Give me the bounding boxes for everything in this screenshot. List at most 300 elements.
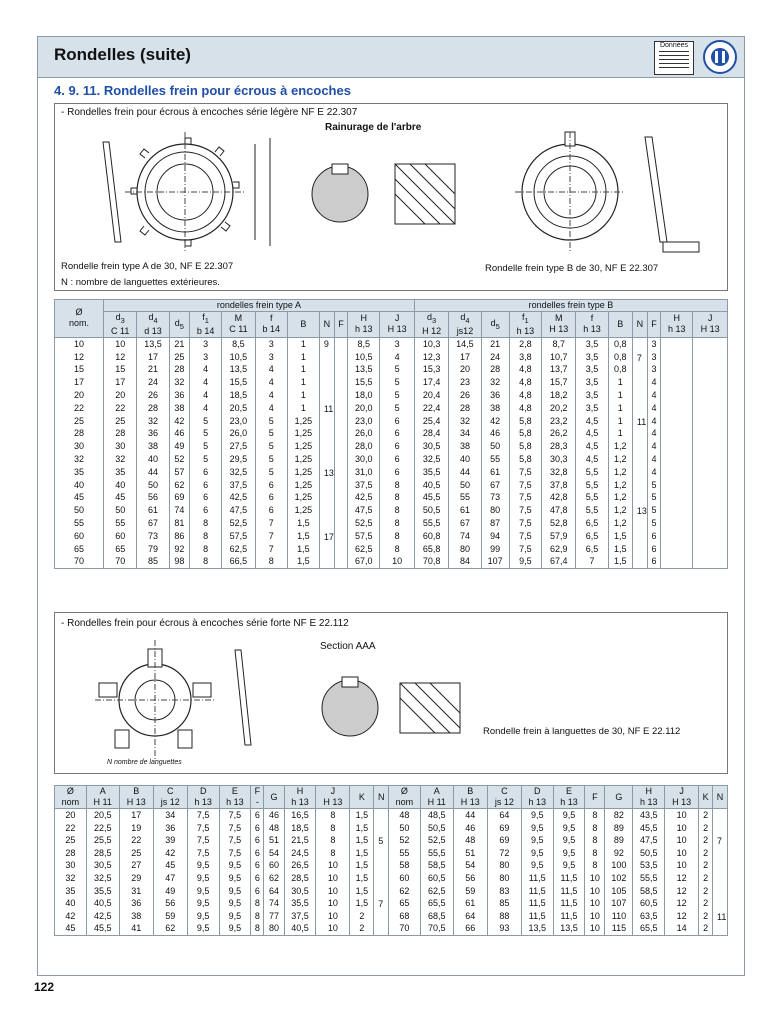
table-cell: 8: [190, 517, 222, 530]
table-cell: 2: [699, 822, 713, 835]
table-cell: [334, 440, 347, 453]
col-header: [284, 786, 316, 809]
table-cell: 56: [453, 872, 487, 885]
table-cell: 5,5: [576, 491, 608, 504]
table-cell: 22: [104, 402, 137, 415]
table-cell: 3,8: [509, 351, 541, 364]
table-cell: 28: [55, 847, 87, 860]
table-cell: 23,0: [348, 415, 380, 428]
table-cell: [661, 530, 693, 543]
table-cell: 10: [665, 822, 699, 835]
col-tolerance: h 13: [583, 324, 601, 335]
table-cell: 30,5: [414, 440, 449, 453]
table-cell: 2: [350, 922, 374, 935]
table-cell: 9,5: [553, 822, 585, 835]
table-cell: 60: [264, 859, 284, 872]
table-cell: 1,5: [350, 872, 374, 885]
col-header: [169, 312, 189, 338]
table-row: [55, 389, 728, 402]
table-cell: [632, 479, 647, 492]
table-cell: [334, 337, 347, 350]
table-cell: 49: [153, 885, 187, 898]
table-cell: [661, 363, 693, 376]
table-cell: 105: [605, 885, 633, 898]
heavy-series-panel: [54, 612, 728, 774]
table-row: [55, 897, 728, 910]
col-tolerance: H 13: [323, 797, 343, 807]
table-cell: 24: [137, 376, 169, 389]
table-cell: 68,5: [420, 910, 453, 923]
table-cell: 65,5: [420, 897, 453, 910]
table-cell: 32,5: [414, 453, 449, 466]
table-cell: 10: [380, 555, 415, 568]
table-cell: [632, 530, 647, 543]
table-cell: [661, 440, 693, 453]
table-cell: 52,5: [420, 834, 453, 847]
table-cell: 10: [316, 897, 350, 910]
table-cell: 61: [481, 466, 509, 479]
table-row: [55, 517, 728, 530]
tongue-count-label: N nombre de languettes: [107, 759, 182, 766]
table-cell: 5: [190, 427, 222, 440]
col-tolerance: H 13: [126, 797, 146, 807]
table-cell: 56: [137, 491, 169, 504]
col-tolerance: h 13: [194, 797, 212, 807]
table-cell: 60: [104, 530, 137, 543]
document-lines-icon: [659, 51, 689, 69]
table-cell: 58: [389, 859, 421, 872]
table-cell: [693, 337, 728, 350]
table-cell: 42: [55, 910, 87, 923]
col-symbol: M: [234, 313, 243, 324]
table-cell: 21: [481, 337, 509, 350]
table-cell: 5: [190, 440, 222, 453]
table-cell: 48: [389, 809, 421, 822]
table-cell: 9,5: [187, 910, 219, 923]
table-cell: 48: [453, 834, 487, 847]
col-header: [348, 312, 380, 338]
table-cell: 6: [190, 479, 222, 492]
table-cell: 25: [119, 847, 153, 860]
table-cell: 1,5: [350, 859, 374, 872]
table-cell: 94: [481, 530, 509, 543]
col-symbol: E: [231, 786, 238, 796]
table-cell: 45: [55, 922, 87, 935]
table-cell: 58,5: [420, 859, 453, 872]
table-cell: 62,5: [348, 543, 380, 556]
merged-n-value: 7: [717, 836, 723, 847]
table-cell: 7: [255, 530, 287, 543]
table-cell: 4: [190, 402, 222, 415]
page-number: 122: [34, 980, 55, 994]
table-cell: 1,25: [287, 453, 319, 466]
col-symbol: d: [427, 312, 433, 322]
table-cell: [334, 504, 347, 517]
header-nom: nom.: [68, 318, 89, 329]
table-cell: 36: [481, 389, 509, 402]
table-cell: [693, 363, 728, 376]
table-cell: [693, 376, 728, 389]
table-cell: 62: [264, 872, 284, 885]
table-cell: 9,5: [187, 872, 219, 885]
table-cell: 70,5: [420, 922, 453, 935]
table-cell: 7,5: [509, 517, 541, 530]
table-cell: 69: [169, 491, 189, 504]
table-cell: 80: [487, 859, 521, 872]
table-cell: 86: [169, 530, 189, 543]
col-header: [608, 312, 632, 338]
table-cell: [661, 351, 693, 364]
col-symbol: N: [716, 791, 724, 802]
table-cell: 9,5: [219, 922, 251, 935]
table-cell: 10: [316, 910, 350, 923]
table-cell: 9,5: [553, 834, 585, 847]
table-cell: 6: [251, 885, 264, 898]
table-cell: 1,2: [608, 440, 632, 453]
table-cell: 73: [137, 530, 169, 543]
table-cell: 61: [449, 504, 481, 517]
table-cell: [334, 427, 347, 440]
table-cell: 44: [449, 466, 481, 479]
table-cell: 32: [55, 872, 87, 885]
table-cell: 36: [137, 427, 169, 440]
table-cell: 70: [389, 922, 421, 935]
table-cell: [661, 517, 693, 530]
table-cell: 7,5: [219, 822, 251, 835]
col-symbol: M: [554, 313, 563, 324]
table-cell: 62,5: [420, 885, 453, 898]
col-header: [222, 312, 255, 338]
table-cell: 32,5: [222, 466, 255, 479]
table-cell: 4: [647, 376, 660, 389]
table-cell: 40,5: [284, 922, 316, 935]
col-symbol: J: [330, 786, 336, 796]
table-cell: 46: [481, 427, 509, 440]
table-cell: 1,5: [287, 530, 319, 543]
table-cell: 1: [608, 427, 632, 440]
table-cell: 12: [665, 872, 699, 885]
table-cell: [693, 453, 728, 466]
table-cell: 6: [190, 504, 222, 517]
table-cell: 1,25: [287, 479, 319, 492]
table-cell: 35,5: [414, 466, 449, 479]
col-header: [86, 786, 119, 809]
table-cell: 10: [585, 910, 605, 923]
washer-type-b-drawing: [495, 122, 715, 262]
table-cell: 25: [55, 834, 87, 847]
table-cell: 42,5: [222, 491, 255, 504]
col-header: [420, 786, 453, 809]
washer-type-a-drawing: [85, 122, 285, 262]
table-cell: [319, 453, 334, 466]
table-cell: 8: [255, 555, 287, 568]
col-tolerance: d 13: [144, 325, 162, 336]
group-header-type-b: rondelles frein type B: [414, 300, 727, 312]
table-cell: 9,5: [219, 859, 251, 872]
table-cell: 92: [169, 543, 189, 556]
table-cell: 35: [55, 466, 104, 479]
table-cell: 9,5: [521, 859, 553, 872]
table-cell: 50: [481, 440, 509, 453]
table-cell: 21,5: [284, 834, 316, 847]
table-cell: 1,25: [287, 427, 319, 440]
table-cell: [693, 504, 728, 517]
table-cell: 53,5: [633, 859, 665, 872]
table-cell: [319, 440, 334, 453]
table-cell: 14,5: [449, 337, 481, 350]
table-cell: 5: [255, 427, 287, 440]
col-header: [453, 786, 487, 809]
table-cell: 45,5: [86, 922, 119, 935]
table-cell: 28,3: [541, 440, 576, 453]
page-frame: [37, 36, 745, 976]
col-tolerance: H 13: [700, 324, 720, 335]
table-cell: 4,5: [576, 415, 608, 428]
col-subscript: 4: [153, 315, 158, 325]
table-cell: 4: [647, 440, 660, 453]
table-cell: 16,5: [284, 809, 316, 822]
table-cell: 8: [380, 517, 415, 530]
col-symbol: f: [269, 313, 273, 324]
table-row: [55, 402, 728, 415]
table-cell: [632, 555, 647, 568]
table-cell: 4: [380, 351, 415, 364]
table-cell: 13,7: [541, 363, 576, 376]
table-cell: [319, 363, 334, 376]
col-symbol: J: [394, 313, 400, 324]
table-cell: 28: [481, 363, 509, 376]
table-cell: [334, 491, 347, 504]
table-cell: [661, 466, 693, 479]
col-subscript: 5: [495, 321, 500, 331]
table-cell: 79: [137, 543, 169, 556]
table-cell: 5: [647, 491, 660, 504]
table-cell: 6,5: [576, 530, 608, 543]
col-tolerance: H 12: [422, 325, 442, 336]
table-cell: 3,5: [576, 337, 608, 350]
table-cell: 65,5: [633, 922, 665, 935]
col-header: [137, 312, 169, 338]
table-cell: 22,5: [86, 822, 119, 835]
table-cell: 0,8: [608, 363, 632, 376]
table-cell: 65: [104, 543, 137, 556]
table-cell: 45,5: [633, 822, 665, 835]
table-cell: 7,5: [219, 809, 251, 822]
table-cell: 28: [104, 427, 137, 440]
table-cell: 2: [699, 897, 713, 910]
col-header: [251, 786, 264, 809]
table-cell: 52: [389, 834, 421, 847]
col-symbol: B: [467, 786, 474, 796]
table-cell: 46: [264, 809, 284, 822]
table-cell: 7: [255, 543, 287, 556]
table-cell: 100: [605, 859, 633, 872]
table-cell: 89: [605, 822, 633, 835]
table-cell: 5: [380, 363, 415, 376]
table-cell: 25: [55, 415, 104, 428]
table-cell: 62,9: [541, 543, 576, 556]
table-cell: 32: [449, 415, 481, 428]
table-cell: [632, 517, 647, 530]
table-cell: [693, 440, 728, 453]
table-cell: [374, 847, 389, 860]
table-cell: 72: [487, 847, 521, 860]
table-cell: 54: [453, 859, 487, 872]
table-cell: 8: [585, 834, 605, 847]
table-cell: 107: [605, 897, 633, 910]
col-header: [287, 312, 319, 338]
type-a-caption: Rondelle frein type A de 30, NF E 22.307: [61, 261, 234, 272]
table-cell: 15,3: [414, 363, 449, 376]
table-cell: 3: [255, 351, 287, 364]
table-cell: 9,5: [187, 859, 219, 872]
table-cell: 45,5: [414, 491, 449, 504]
table-cell: 8: [251, 922, 264, 935]
table-cell: 18,2: [541, 389, 576, 402]
merged-n-value: 17: [323, 531, 334, 542]
col-tolerance: H 13: [387, 324, 407, 335]
table-cell: 30,5: [284, 885, 316, 898]
table-cell: 4,8: [509, 376, 541, 389]
table-cell: 4,5: [576, 440, 608, 453]
col-symbol: D: [199, 786, 207, 796]
table-cell: 21: [169, 337, 189, 350]
table-cell: 67,4: [541, 555, 576, 568]
col-header: [414, 312, 449, 338]
table-cell: [319, 415, 334, 428]
col-symbol: B: [617, 318, 624, 329]
col-tolerance: nom: [395, 797, 414, 807]
table-cell: 1,25: [287, 504, 319, 517]
table-cell: 3: [647, 337, 660, 350]
group-header-type-a: rondelles frein type A: [104, 300, 415, 312]
table-cell: 52,5: [348, 517, 380, 530]
table-cell: [713, 897, 728, 910]
col-tolerance: js 12: [494, 797, 514, 807]
header-diameter-symbol: Ø: [75, 307, 83, 318]
table-cell: 9,5: [187, 897, 219, 910]
col-symbol: N: [636, 318, 644, 329]
table-cell: 70,8: [414, 555, 449, 568]
table-cell: 51: [264, 834, 284, 847]
table-cell: 6: [251, 859, 264, 872]
table-cell: 30: [55, 440, 104, 453]
table-cell: 38: [449, 440, 481, 453]
col-tolerance: h 13: [226, 797, 244, 807]
table-cell: 1: [287, 363, 319, 376]
table-cell: 28: [137, 402, 169, 415]
table-cell: 12,3: [414, 351, 449, 364]
table-cell: 36: [169, 389, 189, 402]
table-cell: 7,5: [509, 530, 541, 543]
table-cell: [334, 555, 347, 568]
table-cell: 26,2: [541, 427, 576, 440]
table-cell: 64: [453, 910, 487, 923]
table-cell: 2,8: [509, 337, 541, 350]
light-series-table: [54, 299, 728, 569]
col-header: [334, 312, 347, 338]
table-cell: 58,5: [633, 885, 665, 898]
table-cell: 38: [169, 402, 189, 415]
table-cell: 50,5: [633, 847, 665, 860]
table-cell: 5: [190, 415, 222, 428]
table-cell: 1: [608, 415, 632, 428]
table-cell: 2: [699, 885, 713, 898]
table-cell: 50: [55, 504, 104, 517]
table-cell: 110: [605, 910, 633, 923]
table-cell: [374, 910, 389, 923]
table-cell: 1,2: [608, 504, 632, 517]
table-cell: 1: [608, 402, 632, 415]
table-cell: 7: [255, 517, 287, 530]
table-cell: 6: [251, 834, 264, 847]
table-cell: [334, 389, 347, 402]
col-header: [153, 786, 187, 809]
table-cell: 6: [251, 809, 264, 822]
table-cell: 26: [449, 389, 481, 402]
table-cell: 56: [153, 897, 187, 910]
table-cell: [374, 922, 389, 935]
table-cell: 37,5: [348, 479, 380, 492]
table-cell: 4: [647, 453, 660, 466]
table-cell: 45: [104, 491, 137, 504]
col-subscript: 3: [120, 315, 125, 325]
col-header: [255, 312, 287, 338]
table-cell: 54: [264, 847, 284, 860]
table-cell: 1: [287, 337, 319, 350]
table-cell: 50: [104, 504, 137, 517]
heavy-series-title: - Rondelles frein pour écrous à encoches série forte NF E 22.112: [61, 618, 349, 629]
table-cell: [693, 543, 728, 556]
table-cell: 10,7: [541, 351, 576, 364]
table-cell: 12: [55, 351, 104, 364]
table-cell: [713, 872, 728, 885]
table-cell: 38: [119, 910, 153, 923]
table-cell: 1,5: [350, 834, 374, 847]
table-cell: 60: [389, 872, 421, 885]
col-header: [699, 786, 713, 809]
table-cell: 40,5: [86, 897, 119, 910]
table-cell: 40,5: [414, 479, 449, 492]
table-cell: 37,5: [284, 910, 316, 923]
col-tolerance: h 13: [291, 797, 309, 807]
table-cell: 2: [699, 847, 713, 860]
table-cell: 52,5: [222, 517, 255, 530]
table-cell: 3: [255, 337, 287, 350]
table-row: [55, 847, 728, 860]
table-cell: 6: [190, 491, 222, 504]
col-header: [605, 786, 633, 809]
table-cell: 67: [481, 479, 509, 492]
table-cell: 8: [585, 822, 605, 835]
table-cell: [632, 543, 647, 556]
table-cell: 65: [389, 897, 421, 910]
table-cell: 24: [481, 351, 509, 364]
table-cell: 4: [255, 376, 287, 389]
table-cell: [713, 847, 728, 860]
table-cell: [334, 517, 347, 530]
table-cell: 1,5: [287, 543, 319, 556]
table-cell: 1,25: [287, 466, 319, 479]
table-cell: 32: [169, 376, 189, 389]
table-cell: 83: [487, 885, 521, 898]
table-cell: [334, 402, 347, 415]
table-cell: 8: [585, 847, 605, 860]
table-cell: 35: [55, 885, 87, 898]
table-cell: 5: [255, 415, 287, 428]
table-cell: 9,5: [219, 910, 251, 923]
table-cell: [319, 376, 334, 389]
